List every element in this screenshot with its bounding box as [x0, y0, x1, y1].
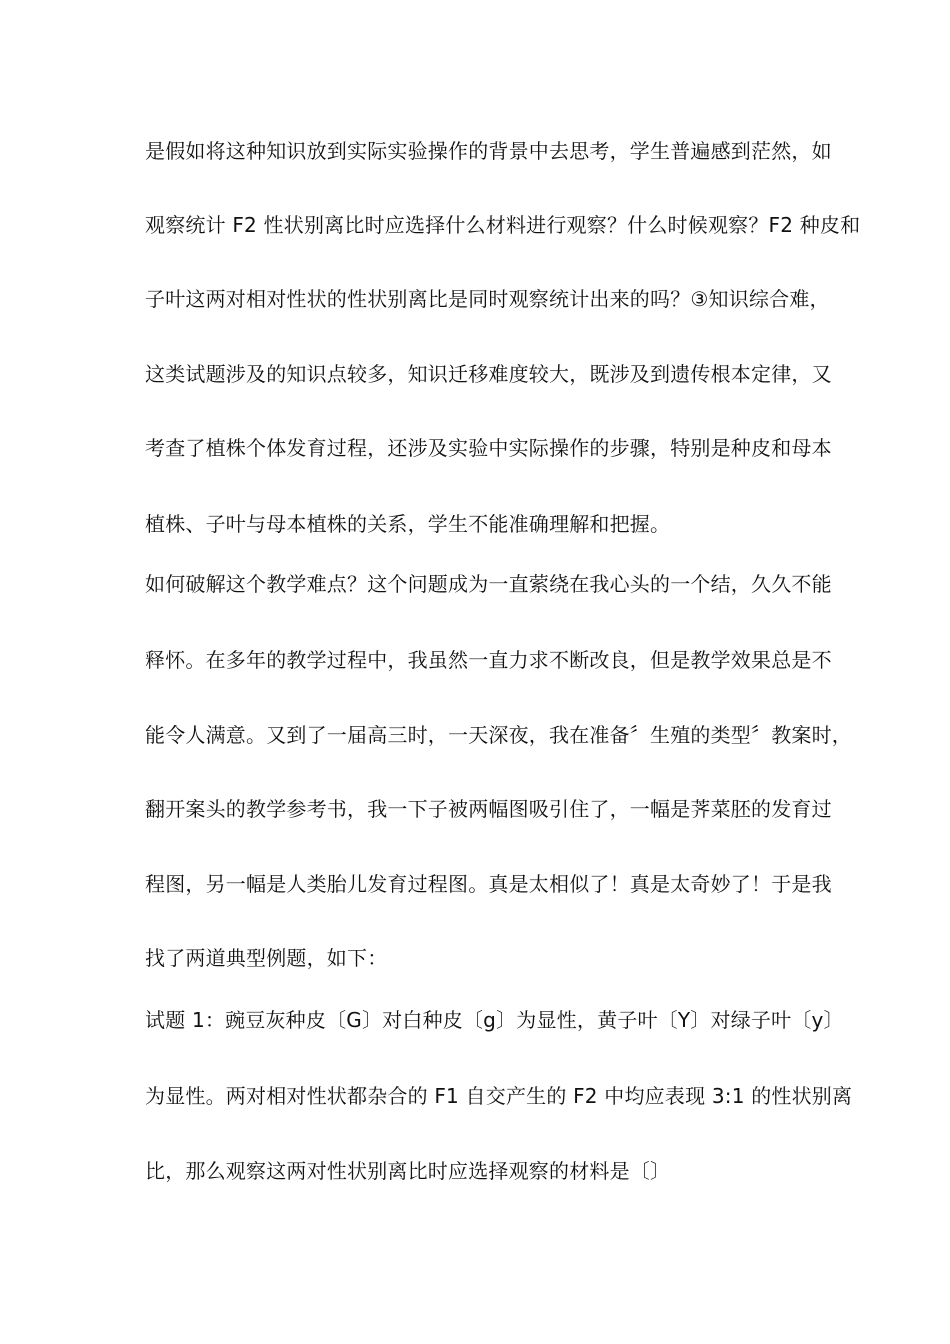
text-line: 找了两道典型例题，如下：: [145, 946, 388, 970]
text-line: 比，那么观察这两对性状别离比时应选择观察的材料是〔〕: [145, 1159, 671, 1183]
text-line: 如何破解这个教学难点？这个问题成为一直萦绕在我心头的一个结，久久不能: [145, 572, 832, 596]
text-line: 程图，另一幅是人类胎儿发育过程图。真是太相似了！真是太奇妙了！于是我: [145, 872, 832, 896]
text-line: 这类试题涉及的知识点较多，知识迁移难度较大，既涉及到遗传根本定律，又: [145, 362, 832, 386]
text-line: 试题 1：豌豆灰种皮〔G〕对白种皮〔g〕为显性，黄子叶〔Y〕对绿子叶〔y〕: [145, 1008, 844, 1032]
text-line: 为显性。两对相对性状都杂合的 F1 自交产生的 F2 中均应表现 3:1 的性状别离: [145, 1084, 853, 1108]
text-line: 是假如将这种知识放到实际实验操作的背景中去思考，学生普遍感到茫然，如: [145, 139, 832, 163]
text-line: 植株、子叶与母本植株的关系，学生不能准确理解和把握。: [145, 512, 671, 536]
text-line: 子叶这两对相对性状的性状别离比是同时观察统计出来的吗？③知识综合难，: [145, 287, 830, 311]
text-line: 观察统计 F2 性状别离比时应选择什么材料进行观察？什么时候观察？F2 种皮和: [145, 213, 861, 237]
text-line: 考查了植株个体发育过程，还涉及实验中实际操作的步骤，特别是种皮和母本: [145, 436, 832, 460]
text-line: 翻开案头的教学参考书，我一下子被两幅图吸引住了，一幅是荠菜胚的发育过: [145, 797, 832, 821]
text-line: 能令人满意。又到了一届高三时，一天深夜，我在准备〞生殖的类型〞教案时，: [145, 723, 852, 747]
text-line: 释怀。在多年的教学过程中，我虽然一直力求不断改良，但是教学效果总是不: [145, 648, 832, 672]
